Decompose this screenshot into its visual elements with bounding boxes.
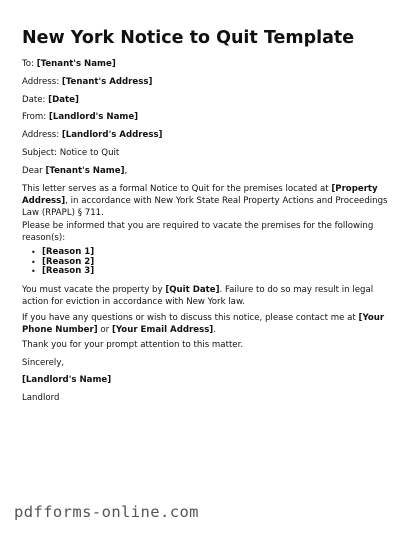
property-address-placeholder: [Property Address] (22, 184, 378, 206)
bullet-icon: • (31, 248, 36, 257)
paragraph-contact-text-c: . (213, 325, 216, 335)
to-line (22, 58, 394, 70)
landlord-address-label: Address: (22, 130, 62, 140)
paragraph-contact (22, 312, 394, 336)
site-watermark: pdfforms-online.com (14, 503, 199, 521)
phone-number-placeholder: [Your Phone Number] (22, 313, 385, 335)
landlord-name-placeholder: [Landlord's Name] (48, 112, 139, 122)
to-label: To: (22, 59, 37, 69)
signature-name (22, 374, 394, 386)
paragraph-contact-text-a: If you have any questions or wish to discuss this notice, please contact me at (22, 313, 359, 323)
reasons-list (22, 248, 94, 277)
landlord-address-placeholder: [Landlord's Address] (61, 130, 163, 140)
paragraph-notice (22, 183, 394, 219)
list-item (22, 267, 94, 277)
salutation-tenant-name: [Tenant's Name] (45, 166, 125, 176)
salutation-suffix: , (124, 166, 128, 176)
subject-line: Subject: Notice to Quit (22, 148, 120, 158)
closing: Sincerely, (22, 358, 65, 368)
date-placeholder: [Date] (48, 95, 79, 105)
salutation-prefix: Dear (22, 166, 46, 176)
signature-name-placeholder: [Landlord's Name] (22, 375, 112, 385)
paragraph-notice-text-b: , in accordance with New York State Real Property Actions and Proceedings Law (RPAPL) § 711. (22, 196, 388, 218)
document-title: New York Notice to Quit Template (22, 28, 355, 48)
email-address-placeholder: [Your Email Address] (111, 325, 214, 335)
from-line (22, 111, 394, 123)
tenant-address-placeholder: [Tenant's Address] (61, 77, 153, 87)
paragraph-reasons-intro: Please be informed that you are required to vacate the premises for the following reason(s): (22, 221, 374, 243)
reason-3: [Reason 3] (42, 266, 95, 277)
landlord-address-line (22, 129, 394, 141)
salutation (22, 165, 394, 177)
paragraph-thanks: Thank you for your prompt attention to this matter. (22, 340, 244, 350)
from-label: From: (22, 112, 49, 122)
signature-title: Landlord (22, 393, 60, 403)
reason-1: [Reason 1] (42, 247, 95, 257)
tenant-name-placeholder: [Tenant's Name] (36, 59, 116, 69)
bullet-icon: • (31, 267, 36, 277)
paragraph-notice-text-a: This letter serves as a formal Notice to Quit for the premises located at (22, 184, 332, 194)
bullet-icon: • (31, 257, 36, 267)
paragraph-vacate (22, 284, 394, 308)
reason-2: [Reason 2] (42, 256, 95, 267)
quit-date-placeholder: [Quit Date] (165, 285, 220, 295)
paragraph-vacate-text-b: . Failure to do so may result in legal action for eviction in accordance with New York law. (22, 285, 374, 307)
paragraph-contact-text-b: or (97, 325, 112, 335)
date-line (22, 94, 394, 106)
paragraph-vacate-text-a: You must vacate the property by (22, 285, 166, 295)
tenant-address-line (22, 76, 394, 88)
date-label: Date: (22, 95, 49, 105)
tenant-address-label: Address: (22, 77, 62, 87)
